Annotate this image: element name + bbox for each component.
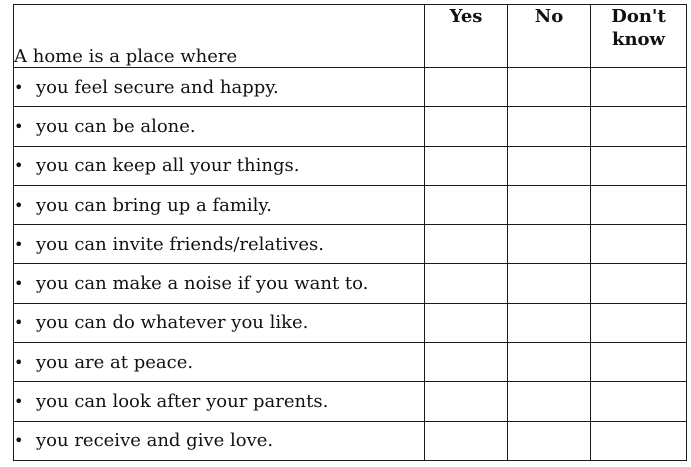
statement-text: you are at peace.: [36, 351, 194, 373]
statement-cell: [14, 146, 425, 185]
answer-box-yes[interactable]: [425, 225, 508, 264]
statement-text: you can invite friends/relatives.: [36, 233, 324, 255]
statement-cell: [14, 185, 425, 224]
statement-cell: [14, 303, 425, 342]
answer-box-no[interactable]: [508, 68, 591, 107]
answer-box-yes[interactable]: [425, 264, 508, 303]
statement-row: [14, 382, 687, 421]
statement-row: [14, 68, 687, 107]
statement-row: [14, 146, 687, 185]
statement-text: you can bring up a family.: [36, 194, 272, 216]
bullet-icon: •: [14, 195, 24, 215]
bullet-icon: •: [14, 352, 24, 372]
statement-cell: [14, 225, 425, 264]
bullet-icon: •: [14, 116, 24, 136]
column-header-dont-know: [591, 5, 687, 68]
column-header-yes: [425, 5, 508, 68]
statement-text: you feel secure and happy.: [36, 76, 279, 98]
statement-row: [14, 343, 687, 382]
answer-box-yes[interactable]: [425, 68, 508, 107]
answer-box-yes[interactable]: [425, 343, 508, 382]
answer-box-dont-know[interactable]: [591, 146, 687, 185]
answer-box-no[interactable]: [508, 225, 591, 264]
answer-box-yes[interactable]: [425, 107, 508, 146]
statement-text: you can look after your parents.: [36, 391, 329, 413]
bullet-icon: •: [14, 392, 24, 412]
answer-box-dont-know[interactable]: [591, 225, 687, 264]
question-stem: A home is a place where: [14, 5, 425, 68]
statement-cell: [14, 382, 425, 421]
statement-text: you can be alone.: [36, 115, 196, 137]
statement-row: [14, 107, 687, 146]
statement-row: [14, 303, 687, 342]
yes-label: Yes: [449, 6, 483, 27]
statement-row: [14, 421, 687, 460]
answer-box-dont-know[interactable]: [591, 68, 687, 107]
answer-box-no[interactable]: [508, 146, 591, 185]
answer-box-dont-know[interactable]: [591, 264, 687, 303]
statement-text: you can do whatever you like.: [36, 312, 309, 334]
header-row: [14, 5, 687, 68]
answer-box-yes[interactable]: [425, 303, 508, 342]
bullet-icon: •: [14, 274, 24, 294]
column-header-no: [508, 5, 591, 68]
answer-box-no[interactable]: [508, 303, 591, 342]
bullet-icon: •: [14, 77, 24, 97]
statement-cell: [14, 264, 425, 303]
statement-text: you receive and give love.: [36, 430, 274, 452]
statement-cell: [14, 421, 425, 460]
statement-text: you can make a noise if you want to.: [36, 273, 369, 295]
dont-know-label-line1: Don't: [611, 6, 666, 27]
bullet-icon: •: [14, 313, 24, 333]
answer-box-dont-know[interactable]: [591, 303, 687, 342]
answer-box-dont-know[interactable]: [591, 343, 687, 382]
answer-box-dont-know[interactable]: [591, 107, 687, 146]
answer-box-no[interactable]: [508, 421, 591, 460]
answer-box-dont-know[interactable]: [591, 382, 687, 421]
dont-know-label-line2: know: [611, 29, 666, 50]
statement-row: [14, 264, 687, 303]
answer-box-yes[interactable]: [425, 382, 508, 421]
answer-box-yes[interactable]: [425, 421, 508, 460]
bullet-icon: •: [14, 431, 24, 451]
bullet-icon: •: [14, 156, 24, 176]
answer-box-no[interactable]: [508, 264, 591, 303]
answer-box-no[interactable]: [508, 185, 591, 224]
answer-box-no[interactable]: [508, 343, 591, 382]
home-survey-table: [13, 4, 687, 461]
bullet-icon: •: [14, 234, 24, 254]
statement-row: [14, 185, 687, 224]
no-label: No: [534, 6, 564, 27]
answer-box-no[interactable]: [508, 382, 591, 421]
answer-box-yes[interactable]: [425, 185, 508, 224]
answer-box-dont-know[interactable]: [591, 185, 687, 224]
answer-box-no[interactable]: [508, 107, 591, 146]
statement-cell: [14, 343, 425, 382]
statement-row: [14, 225, 687, 264]
answer-box-dont-know[interactable]: [591, 421, 687, 460]
statement-cell: [14, 68, 425, 107]
statement-text: you can keep all your things.: [36, 155, 300, 177]
statement-cell: [14, 107, 425, 146]
answer-box-yes[interactable]: [425, 146, 508, 185]
